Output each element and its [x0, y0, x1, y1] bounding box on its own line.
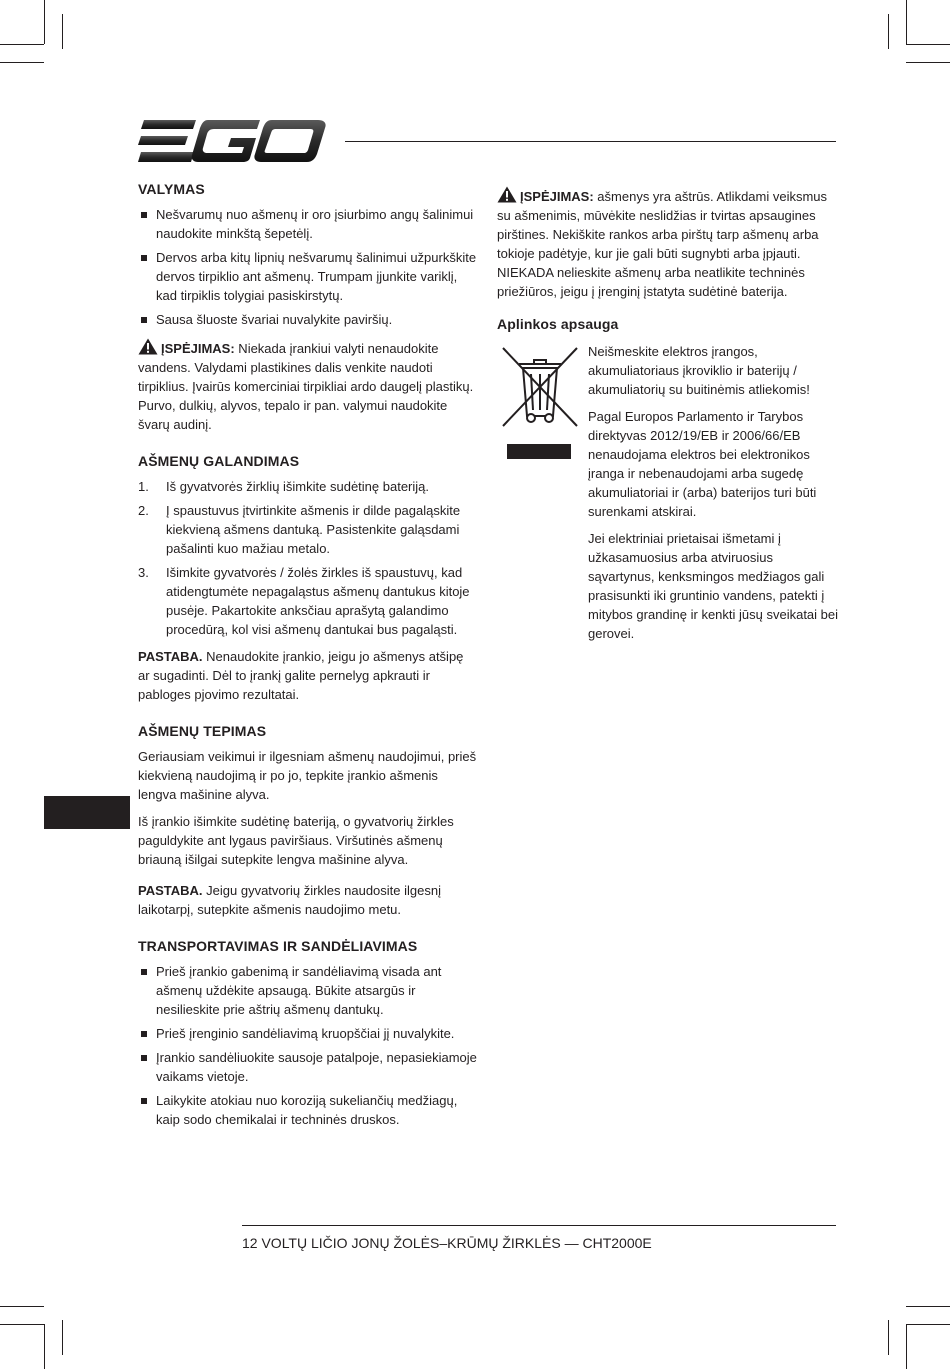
crop-mark — [44, 1324, 45, 1369]
left-column — [138, 180, 478, 1134]
list-item: Prieš įrankio gabenimą ir sandėliavimą visada ant ašmenų uždėkite apsaugą. Būkite atsargūs ir nesilieskite prie aštrių ašmenų dantukų. — [138, 962, 478, 1019]
warning-text: ašmenys yra aštrūs. Atlikdami veiksmus su ašmenimis, mūvėkite neslidžias ir tvirtas apsaugines pirštines. Nekiškite rankos arba pirštų tarp ašmenų arba tokioje padėtyje, kur jie gali būti sugnybti arba įpjauti. NIEKADA nelieskite ašmenų arba neatlikite techninės priežiūros, jeigu į įrenginį įstatyta sudėtinė baterija. — [497, 189, 828, 299]
step-number: 1. — [138, 479, 149, 494]
step-number: 2. — [138, 503, 149, 518]
note-label: PASTABA. — [138, 883, 203, 898]
list-item: Sausa šluoste švariai nuvalykite paviršių. — [138, 310, 478, 329]
weee-bar — [507, 444, 571, 459]
cleaning-warning — [138, 338, 478, 434]
header-rule — [345, 141, 836, 142]
warning-label: ĮSPĖJIMAS: — [161, 341, 235, 356]
transport-list — [138, 962, 478, 1129]
crop-mark — [888, 1320, 889, 1355]
crop-mark — [906, 62, 950, 63]
environment-text — [588, 342, 838, 643]
crop-mark — [44, 0, 45, 44]
section-title-cleaning: VALYMAS — [138, 181, 205, 197]
environment-block — [497, 342, 837, 652]
environment-paragraph: Jei elektriniai prietaisai išmetami į užkasamuosius arba atviruosius sąvartynus, kenksmingos medžiagos gali prasisunkti iki gruntinio vandens, patekti į mitybos grandinę ir kenkti jūsų sveikatai bei gerovei. — [588, 531, 839, 641]
list-item — [138, 501, 478, 558]
crop-mark — [888, 14, 889, 49]
crop-mark — [0, 62, 44, 63]
side-language-tab — [44, 796, 130, 829]
lubrication-note — [138, 881, 478, 919]
sharpening-note — [138, 647, 478, 704]
lubrication-paragraph: Iš įrankio išimkite sudėtinę bateriją, o gyvatvorių žirkles paguldykite ant lygaus paviršiaus. Viršutinės ašmenų briauną išilgai sutepkite lengva mašinine alyva. — [138, 814, 454, 867]
crop-mark — [906, 1324, 950, 1325]
list-item: Prieš įrenginio sandėliavimą kruopščiai jį nuvalykite. — [138, 1024, 478, 1043]
note-text: Nenaudokite įrankio, jeigu jo ašmenys atšipę ar sugadinti. Dėl to įrankį galite pernelyg apkrauti ir pabloges pjovimo rezultatai. — [138, 649, 464, 702]
section-title-transport: TRANSPORTAVIMAS IR SANDĖLIAVIMAS — [138, 938, 418, 954]
step-number: 3. — [138, 565, 149, 580]
step-text: Iš gyvatvorės žirklių išimkite sudėtinę bateriją. — [166, 479, 429, 494]
crossed-bin-icon — [501, 346, 579, 428]
ego-logo — [138, 118, 328, 164]
crop-mark — [0, 1324, 44, 1325]
crop-mark — [906, 1306, 950, 1307]
crop-mark — [906, 0, 907, 44]
crop-mark — [906, 1324, 907, 1369]
lubrication-paragraph: Geriausiam veikimui ir ilgesniam ašmenų naudojimui, prieš kiekvieną naudojimą ir po jo, tepkite įrankio ašmenis lengva mašinine alyva. — [138, 749, 477, 802]
list-item: Laikykite atokiau nuo koroziją sukeliančių medžiagų, kaip sodo chemikalai ir techninės druskos. — [138, 1091, 478, 1129]
right-column — [497, 186, 837, 652]
blade-warning — [497, 186, 837, 301]
crop-mark — [62, 1320, 63, 1355]
list-item: Įrankio sandėliuokite sausoje patalpoje, nepasiekiamoje vaikams vietoje. — [138, 1048, 478, 1086]
list-item — [138, 477, 478, 496]
cleaning-list — [138, 205, 478, 329]
section-title-environment: Aplinkos apsauga — [497, 316, 619, 332]
sharpening-steps — [138, 477, 478, 639]
crop-mark — [0, 1306, 44, 1307]
section-title-sharpening: AŠMENŲ GALANDIMAS — [138, 453, 300, 469]
crop-mark — [906, 44, 950, 45]
warning-icon — [497, 186, 517, 203]
crop-mark — [0, 44, 44, 45]
list-item — [138, 563, 478, 639]
list-item: Nešvarumų nuo ašmenų ir oro įsiurbimo angų šalinimui naudokite minkštą šepetėlį. — [138, 205, 478, 243]
crop-mark — [62, 14, 63, 49]
environment-paragraph: Pagal Europos Parlamento ir Tarybos direktyvas 2012/19/EB ir 2006/66/EB nenaudojama elektros bei elektronikos įranga ir nebenaudojami arba sugedę akumuliatoriai ir (arba) baterijos turi būti surenkami atskirai. — [588, 409, 817, 519]
footer-rule — [242, 1225, 836, 1226]
footer-title: 12 VOLTŲ LIČIO JONŲ ŽOLĖS–KRŪMŲ ŽIRKLĖS — CHT2000E — [242, 1235, 652, 1251]
environment-paragraph: Neišmeskite elektros įrangos, akumuliatoriaus įkroviklio ir baterijų / akumuliatorių su buitinėmis atliekomis! — [588, 344, 810, 397]
step-text: Į spaustuvus įtvirtinkite ašmenis ir dilde pagaląskite kiekvieną ašmens dantuką. Pasistenkite galąsdami pašalinti kuo mažiau metalo. — [166, 503, 461, 556]
warning-label: ĮSPĖJIMAS: — [520, 189, 594, 204]
warning-icon — [138, 338, 158, 355]
list-item: Dervos arba kitų lipnių nešvarumų šalinimui užpurkškite dervos tirpiklio ant ašmenų. Trumpam įjunkite variklį, kad tirpiklis tolygiai pasiskirstytų. — [138, 248, 478, 305]
note-text: Jeigu gyvatvorių žirkles naudosite ilgesnį laikotarpį, sutepkite ašmenis naudojimo metu. — [138, 883, 441, 917]
warning-text: Niekada įrankiui valyti nenaudokite vandens. Valydami plastikines dalis venkite naudoti tirpiklius. Įvairūs komerciniai tirpikliai ardo daugelį plastikų. Purvo, dulkių, alyvos, tepalo ir pan. valymui naudokite švarų audinį. — [138, 341, 474, 432]
step-text: Išimkite gyvatvorės / žolės žirkles iš spaustuvų, kad atidengtumėte nepagaląstus ašmenų dantukus kitoje pusėje. Pakartokite anksčiau aprašytą galandimo procedūrą, kol visi ašmenų dantukai bus pagaląsti. — [166, 565, 470, 637]
section-title-lubrication: AŠMENŲ TEPIMAS — [138, 723, 267, 739]
note-label: PASTABA. — [138, 649, 203, 664]
